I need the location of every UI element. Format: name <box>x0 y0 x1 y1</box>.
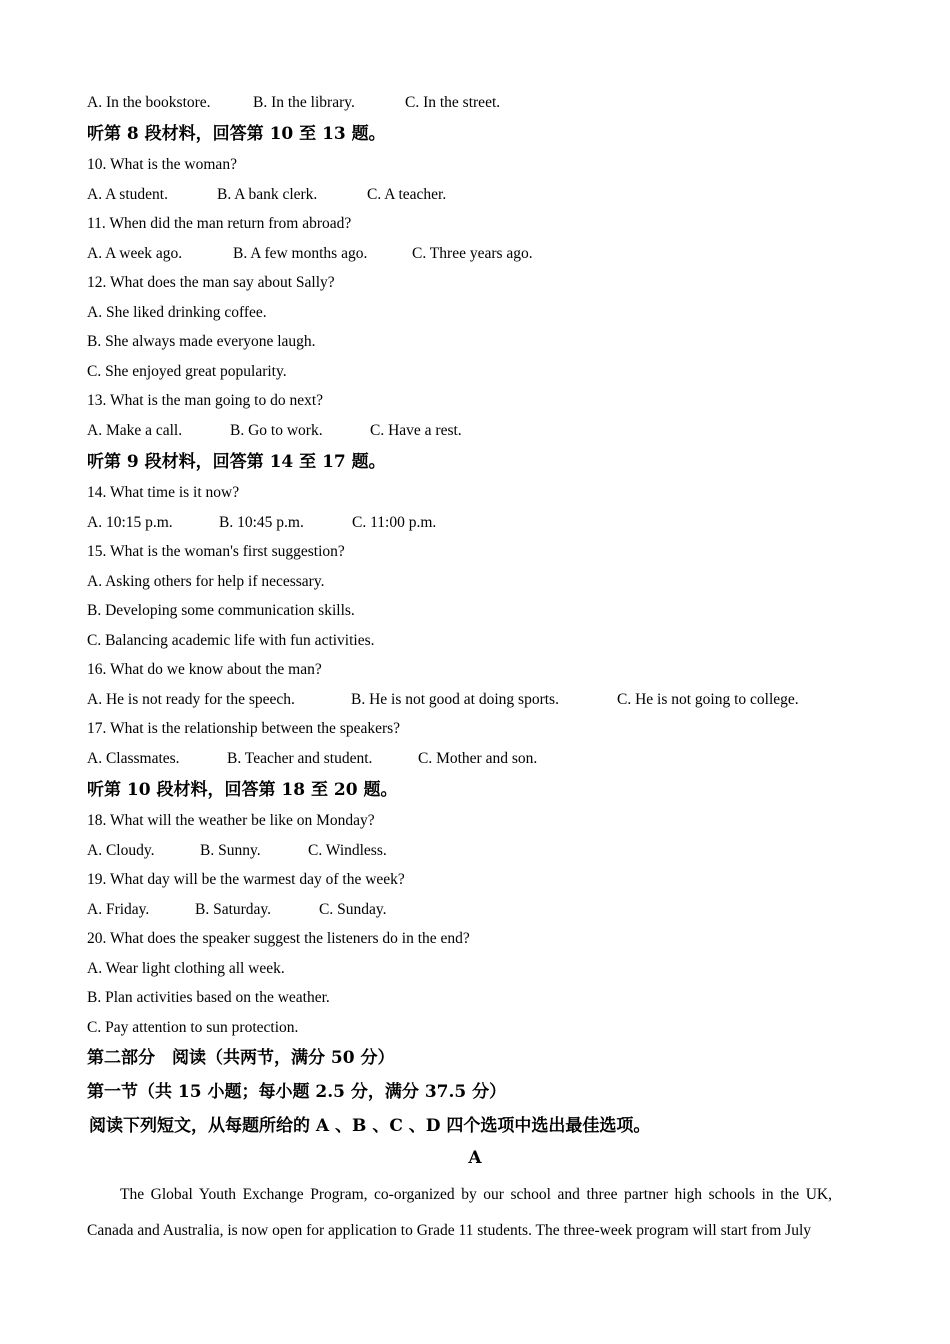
option-b: B. Saturday. <box>195 901 272 918</box>
question-text: 12. What does the man say about Sally? <box>87 274 335 291</box>
option-b: B. Plan activities based on the weather. <box>87 989 330 1006</box>
question-text: 16. What do we know about the man? <box>87 661 322 678</box>
option-b: B. Developing some communication skills. <box>87 602 355 619</box>
question-text: 17. What is the relationship between the speakers? <box>87 720 401 737</box>
option-b: B. Go to work. <box>230 422 323 439</box>
question-text: 14. What time is it now? <box>87 484 240 501</box>
question-text: 18. What will the weather be like on Monday? <box>87 812 375 829</box>
question-options <box>87 513 436 533</box>
option-a: A. She liked drinking coffee. <box>87 304 267 321</box>
question-text: 15. What is the woman's first suggestion? <box>87 543 345 560</box>
question-text: 19. What day will be the warmest day of the week? <box>87 871 405 888</box>
passage-label: A <box>468 1148 482 1168</box>
question-options <box>87 841 387 861</box>
part-heading: 第二部分 阅读（共两节，满分 50 分） <box>87 1048 395 1068</box>
question-options <box>87 749 537 769</box>
option-c: C. Three years ago. <box>412 245 533 262</box>
option-c: C. Balancing academic life with fun activities. <box>87 632 375 649</box>
option-a: A. Wear light clothing all week. <box>87 960 285 977</box>
section-heading: 听第 9 段材料，回答第 14 至 17 题。 <box>87 452 386 472</box>
section-heading: 听第 8 段材料，回答第 10 至 13 题。 <box>87 124 386 144</box>
instruction: 阅读下列短文，从每题所给的 A 、B 、C 、D 四个选项中选出最佳选项。 <box>89 1116 651 1136</box>
section-heading: 听第 10 段材料，回答第 18 至 20 题。 <box>87 780 398 800</box>
option-c: C. 11:00 p.m. <box>352 514 437 531</box>
option-a: A. Asking others for help if necessary. <box>87 573 325 590</box>
option-c: C. A teacher. <box>367 186 447 203</box>
option-c: C. Sunday. <box>319 901 387 918</box>
option-b: B. A bank clerk. <box>217 186 318 203</box>
question-text: 20. What does the speaker suggest the listeners do in the end? <box>87 930 470 947</box>
option-c: C. Windless. <box>308 842 387 859</box>
option-b: B. He is not good at doing sports. <box>351 691 559 708</box>
option-c: C. She enjoyed great popularity. <box>87 363 287 380</box>
option-a: A. Friday. <box>87 901 150 918</box>
option-a: A. A student. <box>87 186 168 203</box>
option-b: B. She always made everyone laugh. <box>87 333 316 350</box>
option-b: B. 10:45 p.m. <box>219 514 304 531</box>
option-c: C. He is not going to college. <box>617 691 799 708</box>
question-options <box>87 690 799 710</box>
passage-paragraph: The Global Youth Exchange Program, co-organized by our school and three partner high schools in the UK, Canada and Australia, is now open for application to Grade 11 students. The three-week program will start from July <box>87 1186 832 1239</box>
option-b: B. Sunny. <box>200 842 261 859</box>
question-options <box>87 421 462 441</box>
option-c: C. In the street. <box>405 94 501 111</box>
option-b: B. In the library. <box>253 94 355 111</box>
question-text: 11. When did the man return from abroad? <box>87 215 352 232</box>
option-a: A. 10:15 p.m. <box>87 514 173 531</box>
question-text: 10. What is the woman? <box>87 156 237 173</box>
option-a: A. Cloudy. <box>87 842 155 859</box>
option-a: A. He is not ready for the speech. <box>87 691 295 708</box>
option-c: C. Have a rest. <box>370 422 462 439</box>
option-a: A. In the bookstore. <box>87 94 211 111</box>
option-c: C. Mother and son. <box>418 750 538 767</box>
option-b: B. Teacher and student. <box>227 750 373 767</box>
option-b: B. A few months ago. <box>233 245 368 262</box>
option-c: C. Pay attention to sun protection. <box>87 1019 299 1036</box>
option-a: A. Classmates. <box>87 750 180 767</box>
question-options <box>87 244 533 264</box>
section-heading: 第一节（共 15 小题；每小题 2.5 分，满分 37.5 分） <box>87 1082 507 1102</box>
question-options <box>87 185 446 205</box>
option-a: A. A week ago. <box>87 245 183 262</box>
question-options <box>87 900 386 920</box>
q9-options <box>87 93 500 113</box>
option-a: A. Make a call. <box>87 422 183 439</box>
question-text: 13. What is the man going to do next? <box>87 392 324 409</box>
